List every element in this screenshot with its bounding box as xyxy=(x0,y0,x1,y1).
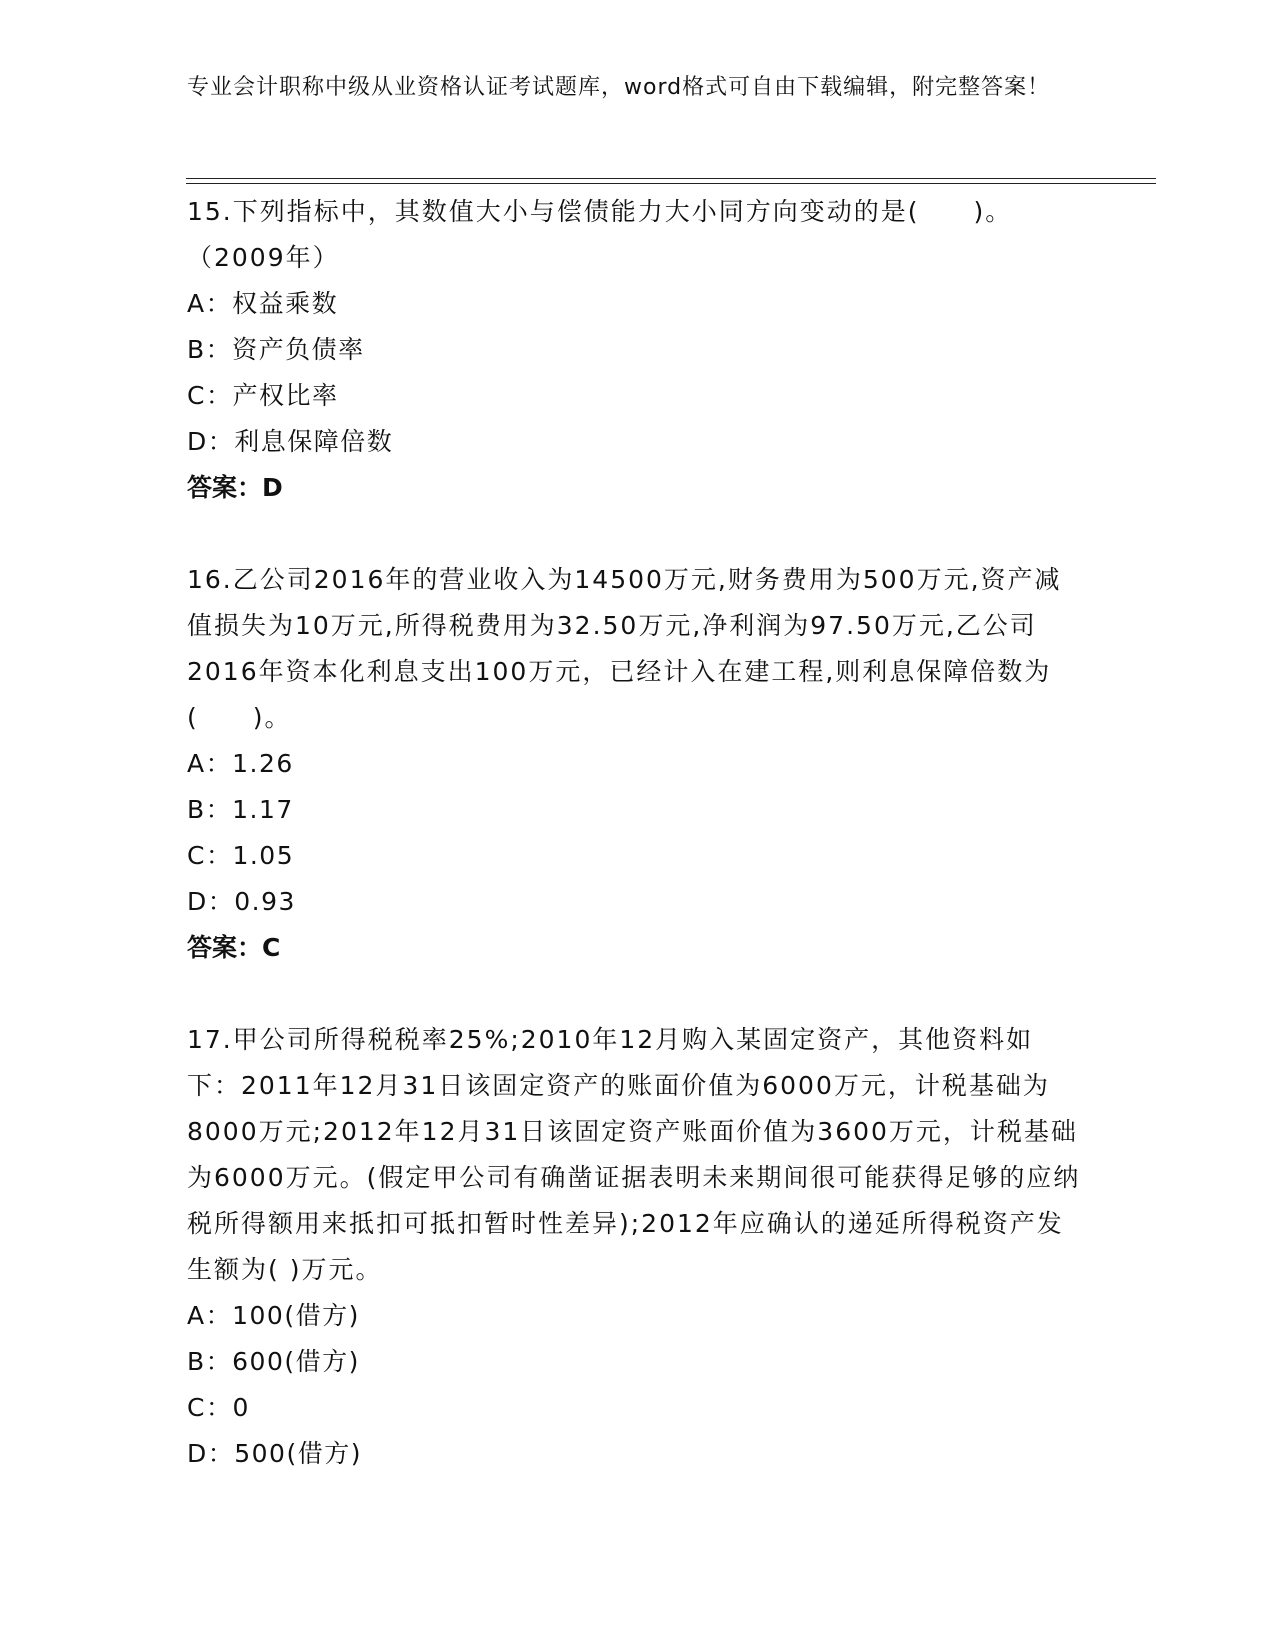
question-15 xyxy=(187,189,1087,511)
spacer xyxy=(187,971,1087,1017)
page-header: 专业会计职称中级从业资格认证考试题库，word格式可自由下载编辑，附完整答案！ xyxy=(187,75,1051,100)
option-c: C：0 xyxy=(187,1393,250,1422)
spacer xyxy=(187,511,1087,557)
option-c: C：1.05 xyxy=(187,841,295,870)
option-a: A：1.26 xyxy=(187,749,294,778)
question-stem: 17.甲公司所得税税率25%;2010年12月购入某固定资产，其他资料如下：2011年12月31日该固定资产的账面价值为6000万元，计税基础为8000万元;2012年12月31日该固定资产账面价值为3600万元，计税基础为6000万元。(假定甲公司有确凿证据表明未来期间很可能获得足够的应纳税所得额用来抵扣可抵扣暂时性差异);2012年应确认的递延所得税资产发生额为( )万元。 xyxy=(187,1025,1081,1284)
option-a: A：100(借方) xyxy=(187,1301,360,1330)
option-d: D：500(借方) xyxy=(187,1439,362,1468)
question-17 xyxy=(187,1017,1087,1477)
header-rule-bottom xyxy=(186,183,1156,184)
answer: 答案：C xyxy=(187,933,281,962)
question-list xyxy=(187,189,1087,1477)
question-16 xyxy=(187,557,1087,971)
option-b: B：1.17 xyxy=(187,795,294,824)
option-a: A：权益乘数 xyxy=(187,289,339,318)
header-rule-top xyxy=(186,178,1156,179)
option-b: B：资产负债率 xyxy=(187,335,365,364)
option-c: C：产权比率 xyxy=(187,381,339,410)
question-stem: 16.乙公司2016年的营业收入为14500万元,财务费用为500万元,资产减值损失为10万元,所得税费用为32.50万元,净利润为97.50万元,乙公司2016年资本化利息支出100万元，已经计入在建工程,则利息保障倍数为( )。 xyxy=(187,565,1062,732)
option-b: B：600(借方) xyxy=(187,1347,360,1376)
answer: 答案：D xyxy=(187,473,283,502)
option-d: D：0.93 xyxy=(187,887,296,916)
option-d: D：利息保障倍数 xyxy=(187,427,394,456)
question-stem: 15.下列指标中，其数值大小与偿债能力大小同方向变动的是( )。（2009年） xyxy=(187,197,1013,272)
